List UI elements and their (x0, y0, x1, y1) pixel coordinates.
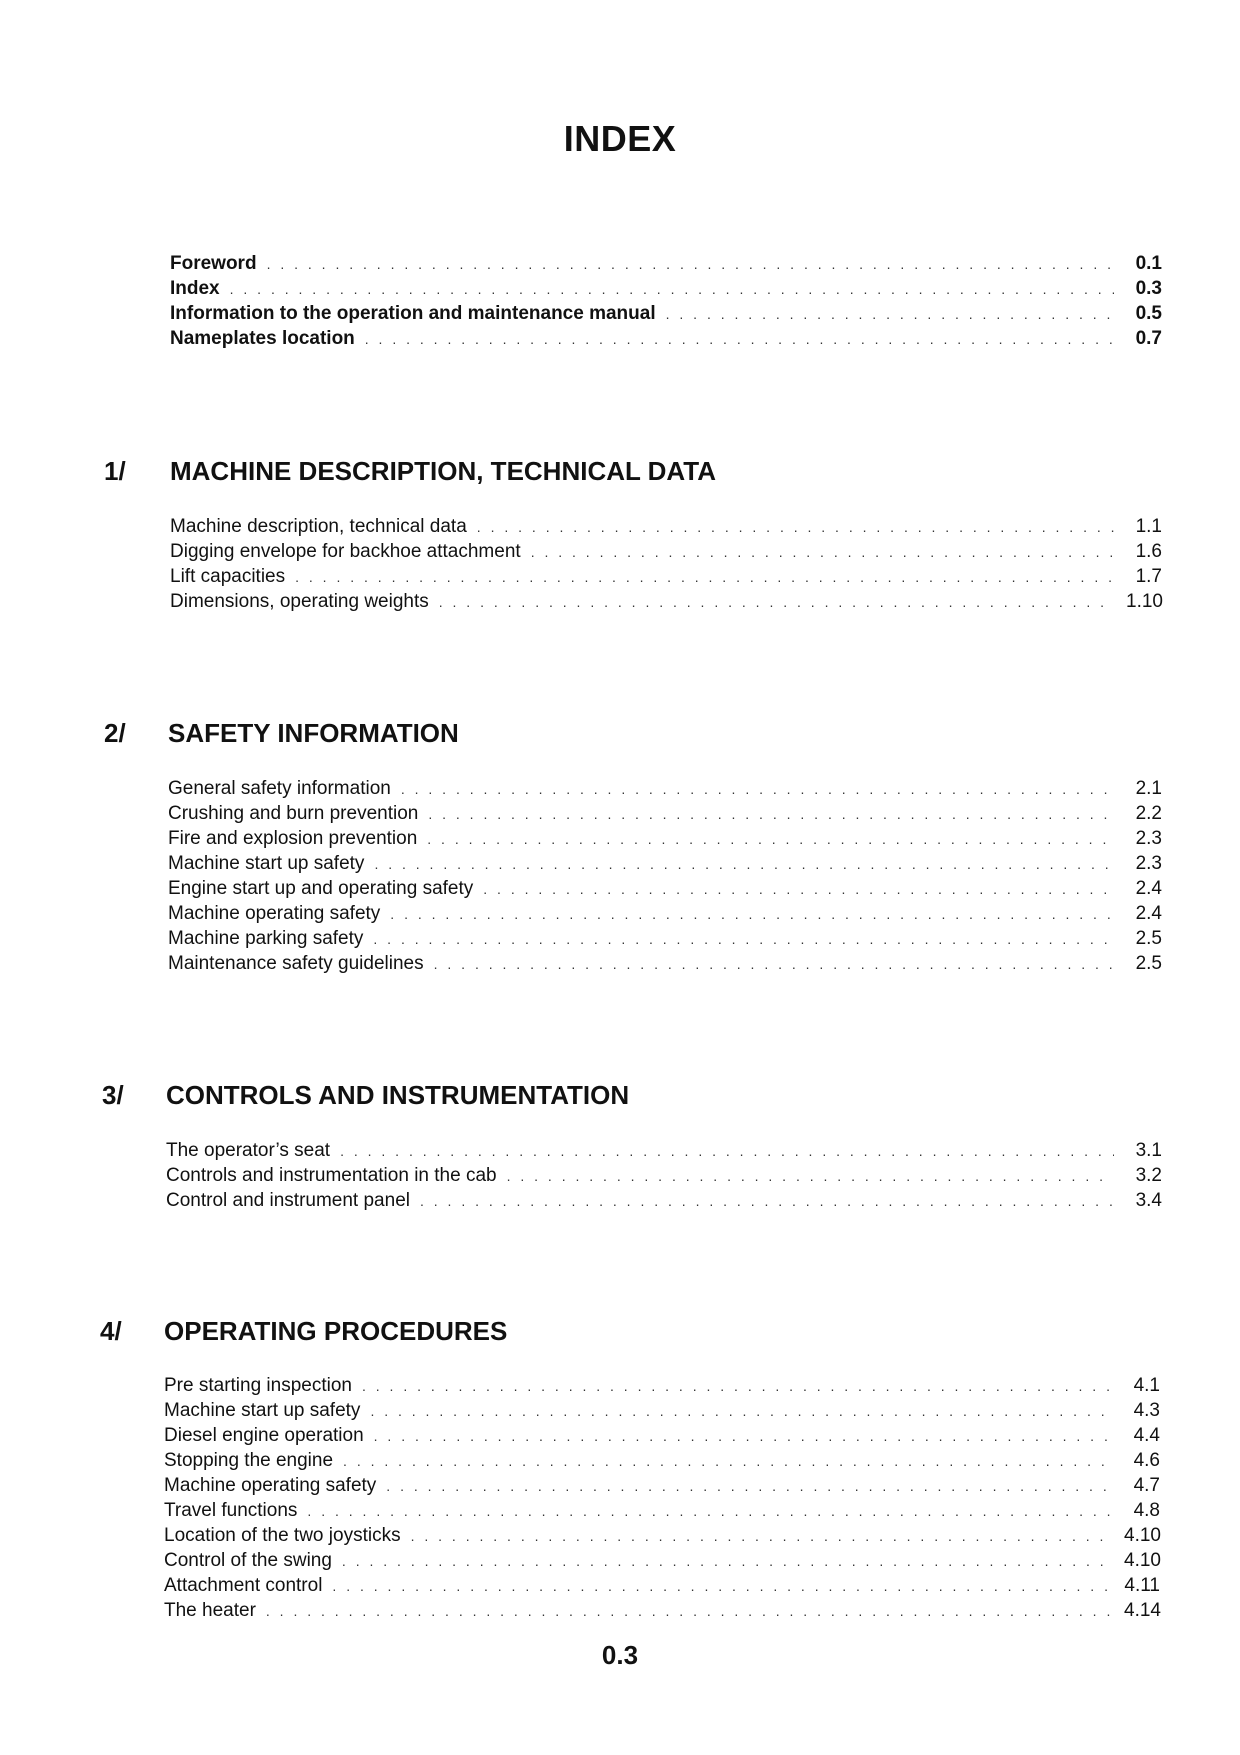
toc-entry[interactable] (164, 1373, 1160, 1398)
dot-leader (439, 590, 1114, 615)
section-number: 3/ (102, 1080, 124, 1110)
toc-entry-page: 4.7 (1133, 1475, 1160, 1496)
toc-entry[interactable] (168, 951, 1162, 976)
toc-entry-page: 4.14 (1124, 1600, 1161, 1621)
toc-entry-page: 0.1 (1135, 253, 1162, 274)
toc-entry[interactable] (170, 589, 1162, 614)
dot-leader (370, 1399, 1112, 1424)
toc-entry-foreword[interactable] (170, 251, 1162, 276)
toc-entry-label: Foreword (170, 253, 257, 274)
section-title[interactable]: MACHINE DESCRIPTION, TECHNICAL DATA (170, 456, 716, 486)
toc-entry[interactable] (164, 1523, 1160, 1548)
toc-entry-label: Machine parking safety (168, 928, 364, 949)
dot-leader (266, 1599, 1112, 1624)
section-title[interactable]: SAFETY INFORMATION (168, 718, 459, 748)
toc-entry-label: Pre starting inspection (164, 1375, 352, 1396)
section-title[interactable]: CONTROLS AND INSTRUMENTATION (166, 1080, 630, 1110)
toc-entry-page: 1.7 (1135, 566, 1162, 587)
dot-leader (267, 252, 1114, 277)
toc-entry[interactable] (164, 1598, 1160, 1623)
toc-entry-label: The heater (164, 1600, 256, 1621)
toc-entry-index[interactable] (170, 276, 1162, 301)
toc-entry-page: 3.1 (1135, 1140, 1162, 1161)
dot-leader (340, 1139, 1114, 1164)
toc-entry-label: Information to the operation and maintenance manual (170, 303, 656, 324)
toc-entry-label: Machine start up safety (168, 853, 365, 874)
dot-leader (374, 852, 1114, 877)
dot-leader (401, 777, 1114, 802)
toc-entry-label: Digging envelope for backhoe attachment (170, 541, 521, 562)
toc-entry-label: Crushing and burn prevention (168, 803, 419, 824)
toc-entry[interactable] (166, 1163, 1162, 1188)
toc-entry-label: Machine description, technical data (170, 516, 467, 537)
toc-entry-information-manual[interactable] (170, 301, 1162, 326)
dot-leader (365, 327, 1114, 352)
toc-entry-page: 4.1 (1133, 1375, 1160, 1396)
toc-entry-page: 4.10 (1124, 1550, 1161, 1571)
toc-entry-label: Stopping the engine (164, 1450, 334, 1471)
page-title: INDEX (563, 118, 677, 159)
toc-entry[interactable] (168, 776, 1162, 801)
toc-entry-page: 2.4 (1135, 903, 1162, 924)
dot-leader (420, 1189, 1114, 1214)
toc-entry[interactable] (164, 1473, 1160, 1498)
toc-entry-page: 2.1 (1135, 778, 1162, 799)
toc-entry-label: Fire and explosion prevention (168, 828, 418, 849)
toc-entry-label: Lift capacities (170, 566, 286, 587)
toc-entry[interactable] (164, 1548, 1160, 1573)
toc-entry-page: 4.3 (1133, 1400, 1160, 1421)
section-number: 1/ (104, 456, 126, 486)
dot-leader (428, 802, 1114, 827)
toc-entry-page: 0.5 (1135, 303, 1162, 324)
dot-leader (332, 1574, 1112, 1599)
toc-entry-label: Machine operating safety (168, 903, 381, 924)
toc-entry-page: 4.10 (1124, 1525, 1161, 1546)
toc-entry-label: The operator’s seat (166, 1140, 331, 1161)
toc-entry[interactable] (164, 1398, 1160, 1423)
toc-entry[interactable] (168, 926, 1162, 951)
toc-entry-label: Control of the swing (164, 1550, 332, 1571)
toc-entry[interactable] (168, 876, 1162, 901)
toc-entry[interactable] (170, 564, 1162, 589)
dot-leader (230, 277, 1114, 302)
toc-entry[interactable] (170, 539, 1162, 564)
dot-leader (411, 1524, 1112, 1549)
toc-entry[interactable] (168, 826, 1162, 851)
toc-entry-page: 2.5 (1135, 928, 1162, 949)
toc-entry[interactable] (170, 514, 1162, 539)
toc-entry-label: Travel functions (164, 1500, 298, 1521)
toc-entry-page: 4.4 (1133, 1425, 1160, 1446)
toc-entry-label: Nameplates location (170, 328, 355, 349)
toc-entry-nameplates[interactable] (170, 326, 1162, 351)
toc-entry[interactable] (164, 1448, 1160, 1473)
toc-entry-page: 2.3 (1135, 853, 1162, 874)
dot-leader (483, 877, 1114, 902)
toc-entry-label: General safety information (168, 778, 391, 799)
toc-entry-page: 1.1 (1135, 516, 1162, 537)
dot-leader (434, 952, 1114, 977)
toc-entry-label: Machine operating safety (164, 1475, 377, 1496)
toc-entry-page: 2.3 (1135, 828, 1162, 849)
dot-leader (362, 1374, 1112, 1399)
toc-entry-label: Dimensions, operating weights (170, 591, 429, 612)
dot-leader (386, 1474, 1112, 1499)
toc-entry-label: Index (170, 278, 220, 299)
toc-entry[interactable] (166, 1188, 1162, 1213)
dot-leader (531, 540, 1114, 565)
toc-entry-page: 2.2 (1135, 803, 1162, 824)
toc-entry-page: 4.6 (1133, 1450, 1160, 1471)
dot-leader (373, 927, 1114, 952)
toc-entry-page: 4.11 (1124, 1575, 1160, 1596)
toc-entry[interactable] (164, 1498, 1160, 1523)
toc-entry-page: 3.2 (1135, 1165, 1162, 1186)
page-number: 0.3 (601, 1640, 639, 1670)
toc-entry[interactable] (166, 1138, 1162, 1163)
toc-entry-page: 2.4 (1135, 878, 1162, 899)
toc-entry-label: Attachment control (164, 1575, 323, 1596)
toc-entry-label: Control and instrument panel (166, 1190, 410, 1211)
toc-entry[interactable] (164, 1423, 1160, 1448)
section-number: 2/ (104, 718, 126, 748)
toc-entry-label: Location of the two joysticks (164, 1525, 401, 1546)
toc-entry-page: 4.8 (1133, 1500, 1160, 1521)
toc-entry-page: 3.4 (1135, 1190, 1162, 1211)
toc-entry-page: 2.5 (1135, 953, 1162, 974)
toc-entry[interactable] (168, 851, 1162, 876)
section-title[interactable]: OPERATING PROCEDURES (164, 1316, 508, 1346)
toc-entry-label: Diesel engine operation (164, 1425, 364, 1446)
dot-leader (507, 1164, 1114, 1189)
toc-entry-page: 1.10 (1126, 591, 1163, 612)
toc-entry-label: Machine start up safety (164, 1400, 361, 1421)
dot-leader (666, 302, 1114, 327)
toc-entry[interactable] (168, 901, 1162, 926)
toc-entry-page: 1.6 (1135, 541, 1162, 562)
section-number: 4/ (100, 1316, 122, 1346)
dot-leader (342, 1549, 1112, 1574)
dot-leader (343, 1449, 1112, 1474)
toc-entry-label: Engine start up and operating safety (168, 878, 474, 899)
dot-leader (477, 515, 1114, 540)
toc-entry[interactable] (164, 1573, 1160, 1598)
toc-entry-page: 0.7 (1135, 328, 1162, 349)
toc-entry-label: Maintenance safety guidelines (168, 953, 424, 974)
toc-entry-label: Controls and instrumentation in the cab (166, 1165, 497, 1186)
dot-leader (374, 1424, 1112, 1449)
toc-entry-page: 0.3 (1135, 278, 1162, 299)
toc-entry[interactable] (168, 801, 1162, 826)
dot-leader (427, 827, 1114, 852)
dot-leader (390, 902, 1114, 927)
dot-leader (295, 565, 1114, 590)
dot-leader (307, 1499, 1112, 1524)
